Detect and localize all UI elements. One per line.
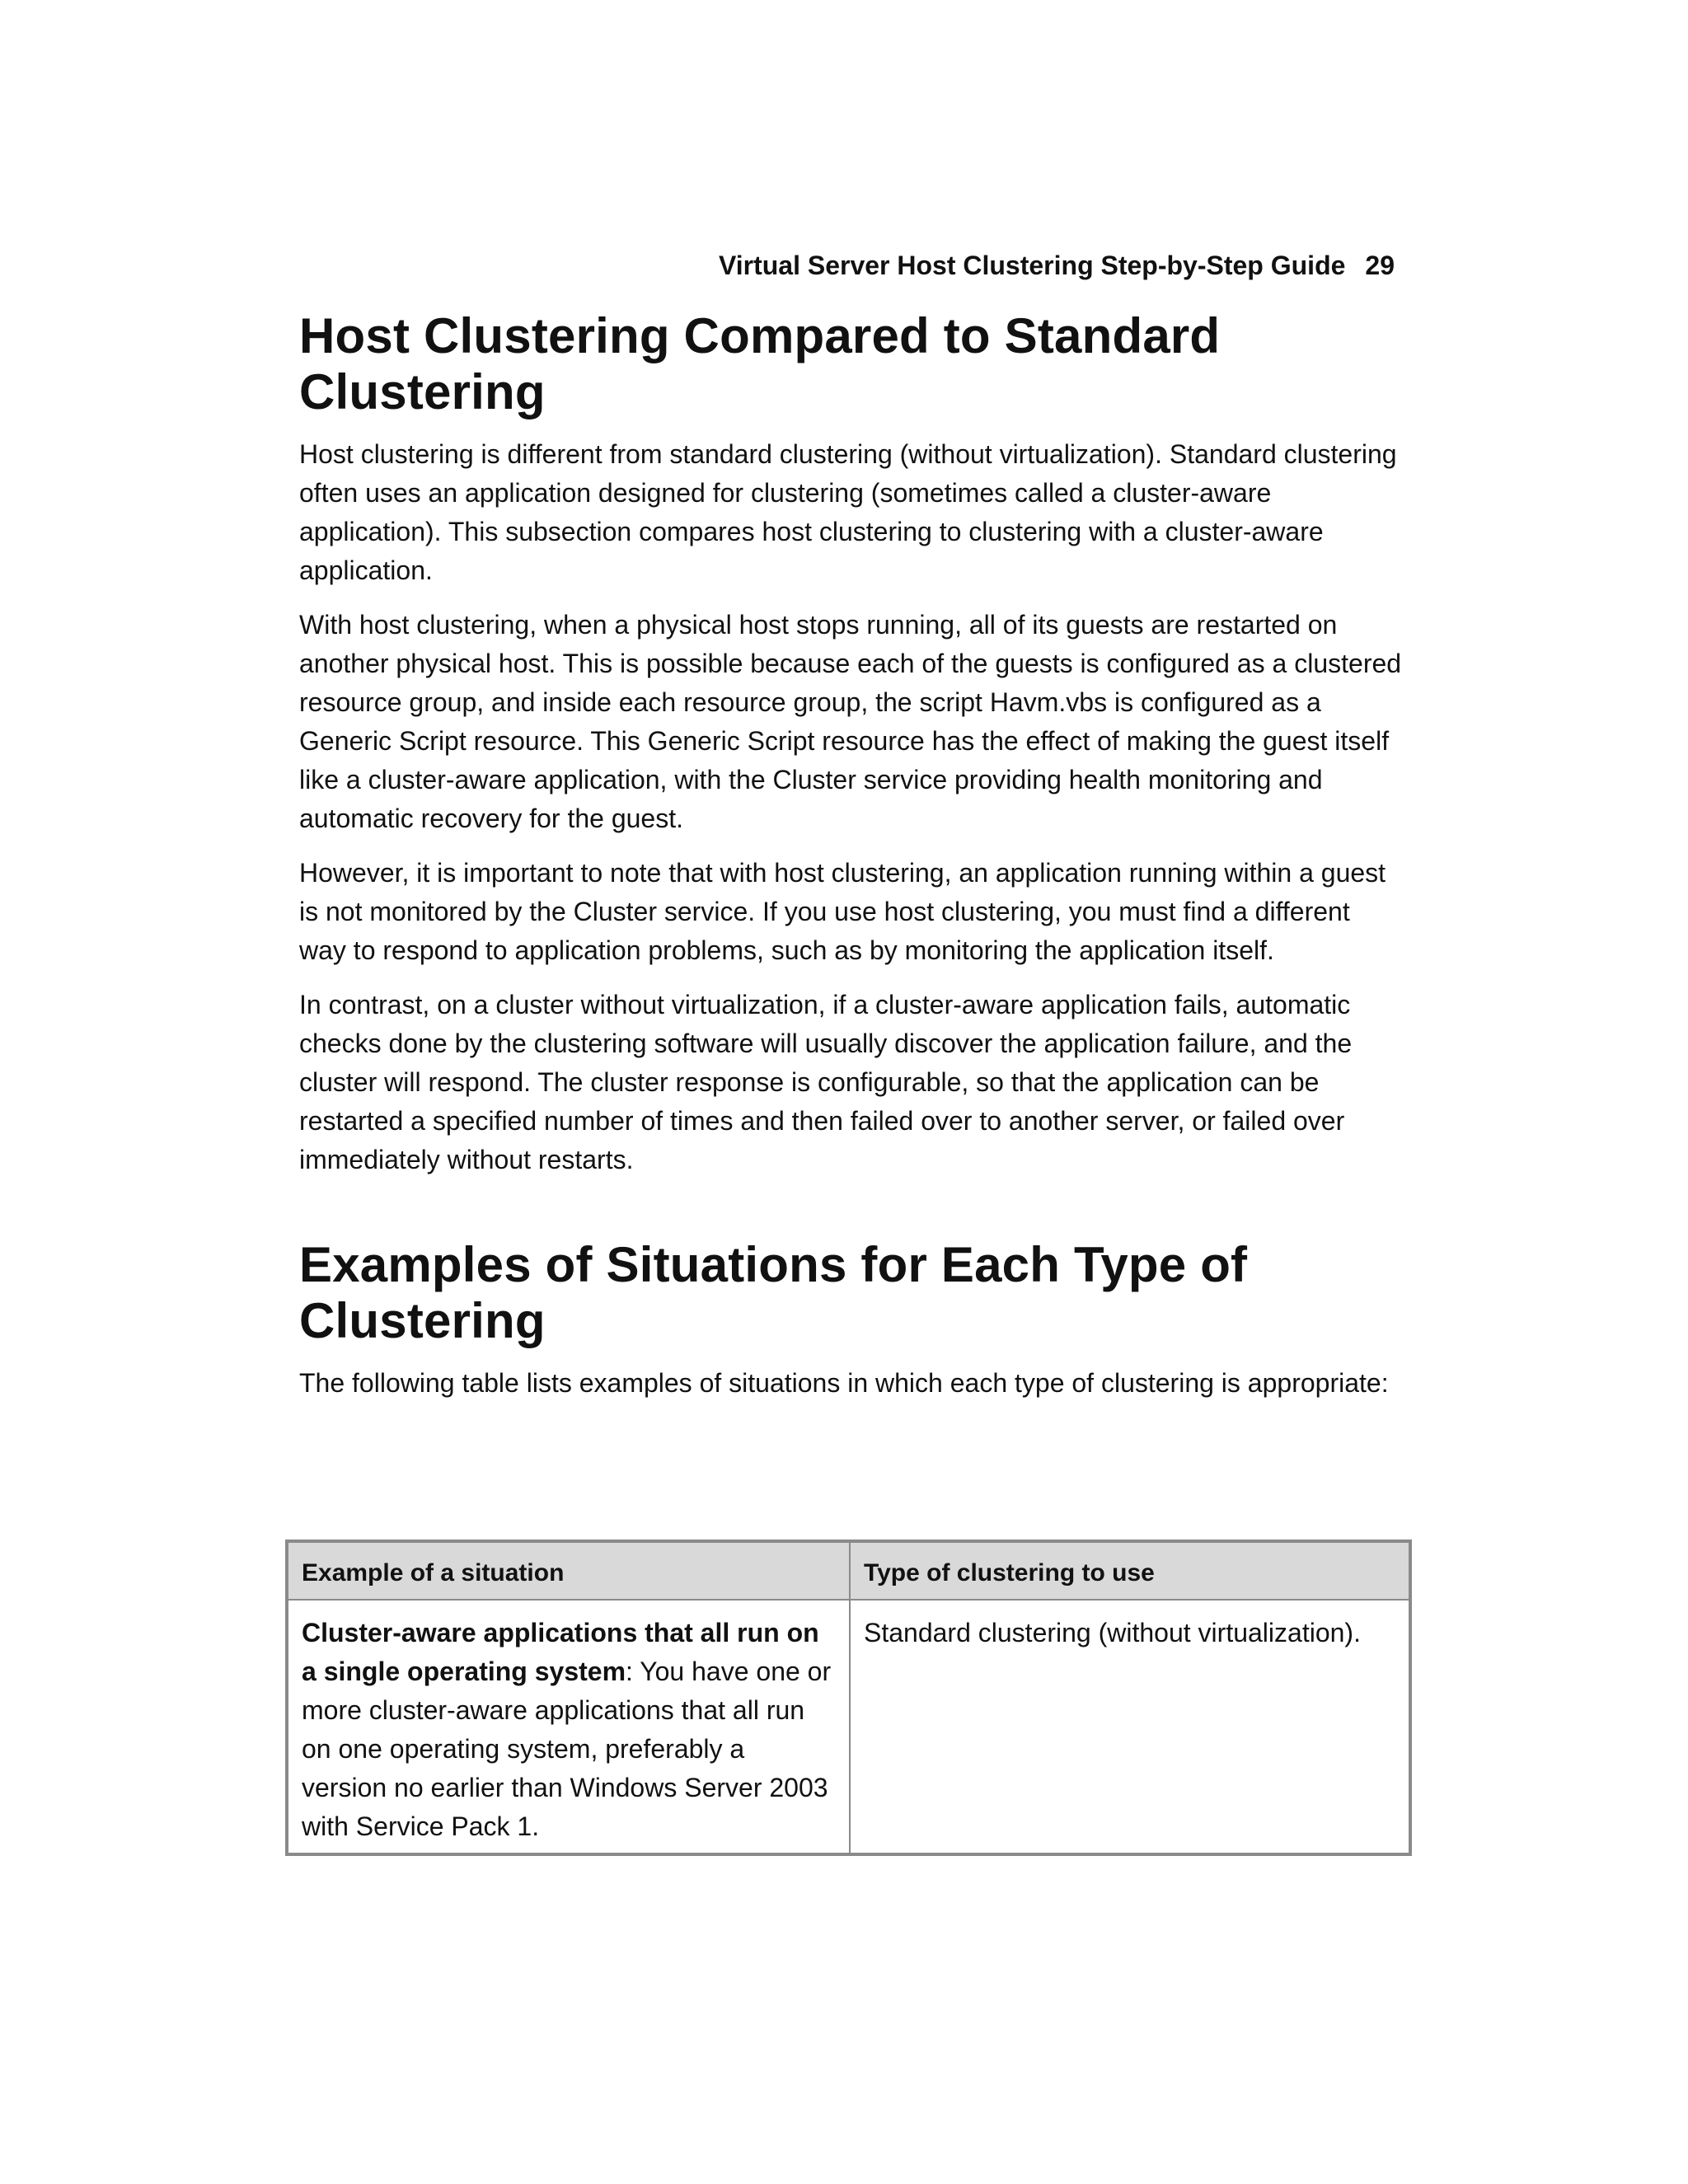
situations-table: [285, 1540, 1412, 1856]
page-content: [299, 308, 1404, 1403]
section-heading-examples: [299, 1237, 1404, 1349]
heading-line: Clustering: [299, 1293, 546, 1348]
heading-line: Host Clustering Compared to Standard: [299, 308, 1221, 363]
heading-line: Examples of Situations for Each Type of: [299, 1237, 1248, 1292]
section-heading-host-clustering: [299, 308, 1404, 420]
running-header: [0, 246, 1395, 285]
table-row: [287, 1600, 1410, 1854]
paragraph: In contrast, on a cluster without virtualization, if a cluster-aware application fails, automatic checks done by the clustering software will usually discover the application failure, and the cluster will respond. The cluster response is configurable, so that the application can be restarted a specified number of times and then failed over to another server, or failed over immediately without restarts.: [299, 990, 1353, 1174]
situation-title: Cluster-aware applications that all run on a single operating system: [302, 1618, 819, 1686]
column-header-situation: Example of a situation: [287, 1541, 850, 1600]
page-number: 29: [1365, 251, 1395, 280]
situation-description: : You have one or more cluster-aware applications that all run on one operating system, preferably a version no earlier than Windows Server 2003 with Service Pack 1.: [302, 1657, 832, 1841]
paragraph: However, it is important to note that with host clustering, an application running within a guest is not monitored by the Cluster service. If you use host clustering, you must find a different way to respond to application problems, such as by monitoring the application itself.: [299, 858, 1386, 965]
heading-line: Clustering: [299, 364, 546, 419]
paragraph: Host clustering is different from standard clustering (without virtualization). Standard clustering often uses an application designed for clustering (sometimes called a cluster-aware application). This subsection compares host clustering to clustering with a cluster-aware application.: [299, 439, 1397, 585]
clustering-type-cell: Standard clustering (without virtualization).: [850, 1600, 1410, 1854]
table-header-row: [287, 1541, 1410, 1600]
paragraph: With host clustering, when a physical host stops running, all of its guests are restarted on another physical host. This is possible because each of the guests is configured as a clustered resource group, and inside each resource group, the script Havm.vbs is configured as a Generic Script resource. This Generic Script resource has the effect of making the guest itself like a cluster-aware application, with the Cluster service providing health monitoring and automatic recovery for the guest.: [299, 610, 1402, 833]
running-header-title: Virtual Server Host Clustering Step-by-Step Guide: [718, 251, 1346, 280]
paragraph: The following table lists examples of situations in which each type of clustering is appropriate:: [299, 1368, 1389, 1398]
situation-cell: [287, 1600, 850, 1854]
column-header-clustering-type: Type of clustering to use: [850, 1541, 1410, 1600]
